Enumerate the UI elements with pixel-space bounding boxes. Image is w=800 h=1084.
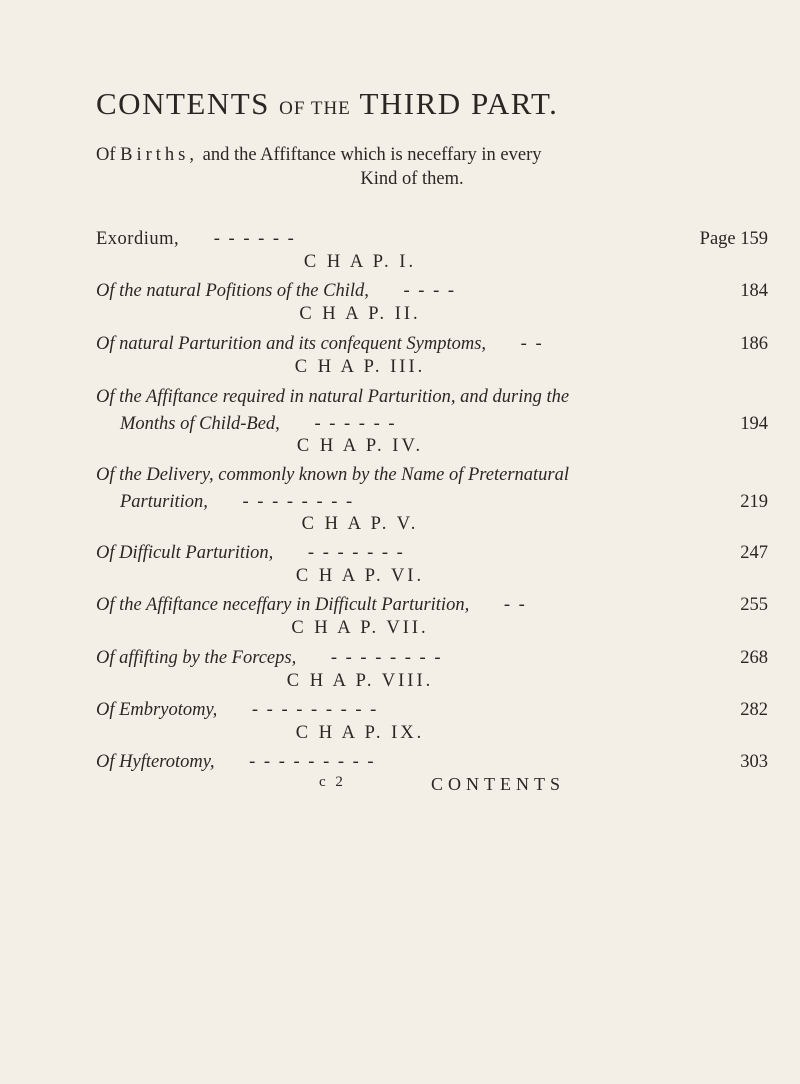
catchword: CONTENTS: [431, 774, 565, 794]
leader-dashes: - -: [503, 595, 527, 615]
part-subtitle: [96, 143, 768, 191]
toc-entry-chapter-1[interactable]: [96, 278, 768, 305]
leader-dashes: - - - - - - - -: [330, 648, 443, 668]
leader-dashes: - - - - - -: [213, 229, 296, 249]
entry-title-continued: Parturition,: [120, 492, 208, 512]
subtitle-of: Of: [96, 145, 116, 165]
page-number: 219: [740, 492, 768, 512]
leader-dashes: - - - - - - - - -: [249, 752, 376, 772]
title-of-the: OF THE: [279, 98, 351, 119]
chapter-heading-1: C H A P. I.: [303, 252, 417, 272]
page-number: 255: [740, 595, 768, 615]
chapter-heading-4: C H A P. IV.: [296, 436, 424, 456]
page-number: 184: [740, 281, 768, 301]
entry-title: Of the Affiftance required in natural Parturition, and during the: [96, 387, 570, 407]
toc-entry-exordium[interactable]: [96, 226, 768, 253]
entry-title: Of the Affiftance neceffary in Difficult Parturition,: [96, 595, 470, 615]
chapter-heading-7: C H A P. VII.: [291, 618, 429, 638]
chapter-heading-9: C H A P. IX.: [295, 723, 425, 743]
page-title: [96, 86, 736, 122]
chapter-heading-2: C H A P. II.: [299, 304, 421, 324]
title-contents: CONTENTS: [96, 86, 270, 121]
leader-dashes: - - - -: [403, 281, 457, 301]
entry-title-continued: Months of Child-Bed,: [120, 414, 280, 434]
chapter-heading-5: C H A P. V.: [301, 514, 419, 534]
leader-dashes: - - - - - - -: [307, 543, 405, 563]
entry-title: Of natural Parturition and its confequent Symptoms,: [96, 334, 487, 354]
page-number: 247: [740, 543, 768, 563]
toc-entry-chapter-4[interactable]: [96, 462, 768, 516]
entry-title: Of Hyfterotomy,: [96, 752, 215, 772]
leader-dashes: - - - - - - - -: [242, 492, 355, 512]
toc-entry-chapter-6[interactable]: [96, 592, 768, 619]
entry-title: Of Embryotomy,: [96, 700, 218, 720]
chapter-heading-6: C H A P. VI.: [295, 566, 425, 586]
leader-dashes: - -: [520, 334, 544, 354]
leader-dashes: - - - - - -: [314, 414, 397, 434]
entry-title: Of the natural Pofitions of the Child,: [96, 281, 369, 301]
toc-entry-chapter-8[interactable]: [96, 697, 768, 724]
page-number: 194: [740, 414, 768, 434]
title-third-part: THIRD PART.: [359, 86, 559, 121]
toc-entry-chapter-9[interactable]: [96, 749, 768, 776]
subtitle-births: Births,: [120, 145, 199, 165]
subtitle-rest: and the Affiftance which is neceffary in every: [202, 145, 542, 165]
toc-entry-chapter-2[interactable]: [96, 331, 768, 358]
page-label: Page: [699, 229, 736, 249]
entry-title: Of affifting by the Forceps,: [96, 648, 297, 668]
chapter-heading-3: C H A P. III.: [294, 357, 426, 377]
toc-entry-chapter-3[interactable]: [96, 384, 768, 438]
chapter-heading-8: C H A P. VIII.: [286, 671, 434, 691]
page-number: 282: [740, 700, 768, 720]
page-number: 159: [740, 229, 768, 249]
page-number: 186: [740, 334, 768, 354]
page-number: 303: [740, 752, 768, 772]
entry-title: Exordium,: [96, 229, 180, 249]
toc-entry-chapter-5[interactable]: [96, 540, 768, 567]
entry-title: Of Difficult Parturition,: [96, 543, 274, 563]
toc-entry-chapter-7[interactable]: [96, 645, 768, 672]
subtitle-line2: Kind of them.: [360, 169, 464, 189]
leader-dashes: - - - - - - - - -: [251, 700, 379, 720]
signature-mark: c 2: [319, 774, 346, 790]
entry-title: Of the Delivery, commonly known by the Name of Preternatural: [96, 465, 570, 485]
page-number: 268: [740, 648, 768, 668]
